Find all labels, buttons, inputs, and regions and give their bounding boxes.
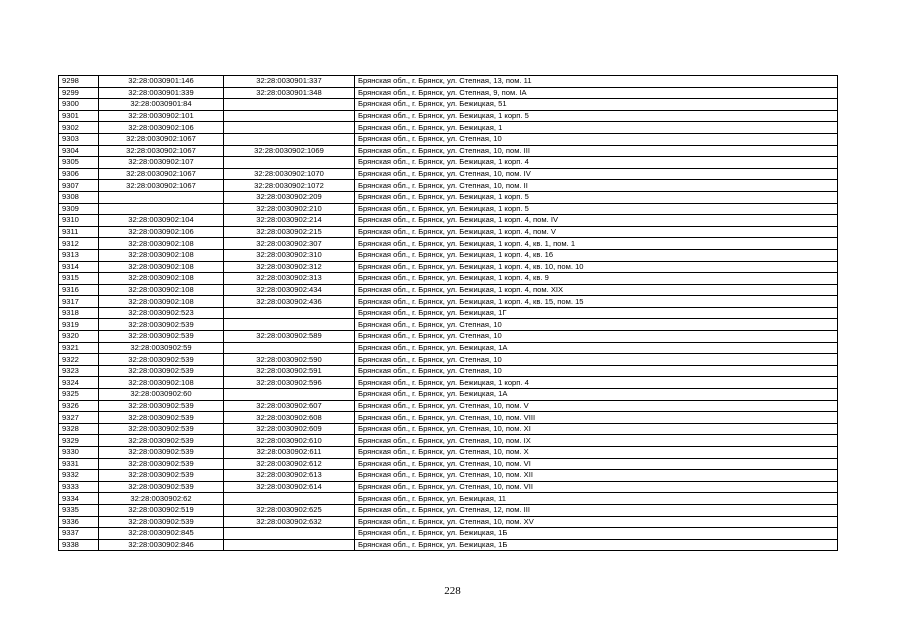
- registry-table: [58, 75, 838, 551]
- row-number-cell: 9337: [59, 528, 99, 540]
- row-number-cell: 9334: [59, 493, 99, 505]
- object-cadastral-number-cell: 32:28:0030901:348: [224, 87, 355, 99]
- cadastral-number-cell: 32:28:0030902:539: [99, 470, 224, 482]
- address-cell: Брянская обл., г. Брянск, ул. Степная, 10, пом. II: [355, 180, 838, 192]
- object-cadastral-number-cell: 32:28:0030902:310: [224, 249, 355, 261]
- table-row: [59, 516, 838, 528]
- cadastral-number-cell: 32:28:0030902:108: [99, 238, 224, 250]
- address-cell: Брянская обл., г. Брянск, ул. Бежицкая, 1А: [355, 342, 838, 354]
- object-cadastral-number-cell: 32:28:0030901:337: [224, 76, 355, 88]
- cadastral-number-cell: 32:28:0030902:539: [99, 516, 224, 528]
- cadastral-number-cell: 32:28:0030902:106: [99, 226, 224, 238]
- object-cadastral-number-cell: 32:28:0030902:625: [224, 504, 355, 516]
- cadastral-number-cell: 32:28:0030902:539: [99, 458, 224, 470]
- object-cadastral-number-cell: 32:28:0030902:608: [224, 412, 355, 424]
- cadastral-number-cell: 32:28:0030902:1067: [99, 133, 224, 145]
- row-number-cell: 9338: [59, 539, 99, 551]
- object-cadastral-number-cell: 32:28:0030902:614: [224, 481, 355, 493]
- cadastral-number-cell: 32:28:0030902:519: [99, 504, 224, 516]
- object-cadastral-number-cell: 32:28:0030902:1069: [224, 145, 355, 157]
- row-number-cell: 9308: [59, 191, 99, 203]
- address-cell: Брянская обл., г. Брянск, ул. Степная, 10, пом. IX: [355, 435, 838, 447]
- address-cell: Брянская обл., г. Брянск, ул. Степная, 10, пом. XII: [355, 470, 838, 482]
- table-row: [59, 470, 838, 482]
- cadastral-number-cell: 32:28:0030901:339: [99, 87, 224, 99]
- address-cell: Брянская обл., г. Брянск, ул. Бежицкая, 1 корп. 4, пом. XIX: [355, 284, 838, 296]
- object-cadastral-number-cell: 32:28:0030902:209: [224, 191, 355, 203]
- address-cell: Брянская обл., г. Брянск, ул. Степная, 10, пом. X: [355, 447, 838, 459]
- object-cadastral-number-cell: 32:28:0030902:215: [224, 226, 355, 238]
- address-cell: Брянская обл., г. Брянск, ул. Степная, 13, пом. 11: [355, 76, 838, 88]
- table-row: [59, 249, 838, 261]
- address-cell: Брянская обл., г. Брянск, ул. Бежицкая, 1 корп. 4, пом. IV: [355, 215, 838, 227]
- row-number-cell: 9303: [59, 133, 99, 145]
- object-cadastral-number-cell: [224, 319, 355, 331]
- cadastral-number-cell: 32:28:0030902:539: [99, 331, 224, 343]
- cadastral-number-cell: 32:28:0030902:539: [99, 319, 224, 331]
- row-number-cell: 9313: [59, 249, 99, 261]
- table-row: [59, 238, 838, 250]
- row-number-cell: 9315: [59, 273, 99, 285]
- cadastral-number-cell: 32:28:0030902:108: [99, 273, 224, 285]
- table-row: [59, 458, 838, 470]
- row-number-cell: 9304: [59, 145, 99, 157]
- address-cell: Брянская обл., г. Брянск, ул. Степная, 10, пом. VII: [355, 481, 838, 493]
- cadastral-number-cell: 32:28:0030902:107: [99, 157, 224, 169]
- cadastral-number-cell: [99, 191, 224, 203]
- address-cell: Брянская обл., г. Брянск, ул. Бежицкая, 1А: [355, 389, 838, 401]
- object-cadastral-number-cell: [224, 122, 355, 134]
- cadastral-number-cell: 32:28:0030901:146: [99, 76, 224, 88]
- cadastral-number-cell: 32:28:0030902:539: [99, 365, 224, 377]
- cadastral-number-cell: 32:28:0030902:108: [99, 249, 224, 261]
- row-number-cell: 9314: [59, 261, 99, 273]
- object-cadastral-number-cell: 32:28:0030902:610: [224, 435, 355, 447]
- address-cell: Брянская обл., г. Брянск, ул. Степная, 10: [355, 365, 838, 377]
- cadastral-number-cell: 32:28:0030902:539: [99, 423, 224, 435]
- address-cell: Брянская обл., г. Брянск, ул. Степная, 9, пом. IA: [355, 87, 838, 99]
- cadastral-number-cell: 32:28:0030902:62: [99, 493, 224, 505]
- cadastral-number-cell: 32:28:0030902:539: [99, 412, 224, 424]
- row-number-cell: 9318: [59, 307, 99, 319]
- cadastral-number-cell: [99, 203, 224, 215]
- cadastral-number-cell: 32:28:0030902:108: [99, 296, 224, 308]
- row-number-cell: 9299: [59, 87, 99, 99]
- row-number-cell: 9301: [59, 110, 99, 122]
- address-cell: Брянская обл., г. Брянск, ул. Степная, 10, пом. VI: [355, 458, 838, 470]
- table-row: [59, 539, 838, 551]
- cadastral-number-cell: 32:28:0030902:101: [99, 110, 224, 122]
- address-cell: Брянская обл., г. Брянск, ул. Бежицкая, 1 корп. 4: [355, 377, 838, 389]
- object-cadastral-number-cell: [224, 133, 355, 145]
- object-cadastral-number-cell: 32:28:0030902:590: [224, 354, 355, 366]
- address-cell: Брянская обл., г. Брянск, ул. Степная, 10, пом. XI: [355, 423, 838, 435]
- object-cadastral-number-cell: [224, 99, 355, 111]
- page-number: 228: [444, 585, 461, 597]
- table-row: [59, 157, 838, 169]
- cadastral-number-cell: 32:28:0030902:845: [99, 528, 224, 540]
- address-cell: Брянская обл., г. Брянск, ул. Бежицкая, 11: [355, 493, 838, 505]
- address-cell: Брянская обл., г. Брянск, ул. Бежицкая, 1Г: [355, 307, 838, 319]
- address-cell: Брянская обл., г. Брянск, ул. Степная, 10: [355, 354, 838, 366]
- object-cadastral-number-cell: 32:28:0030902:1072: [224, 180, 355, 192]
- address-cell: Брянская обл., г. Брянск, ул. Бежицкая, 1 корп. 4, кв. 1, пом. 1: [355, 238, 838, 250]
- table-row: [59, 481, 838, 493]
- table-row: [59, 400, 838, 412]
- address-cell: Брянская обл., г. Брянск, ул. Бежицкая, 1 корп. 5: [355, 110, 838, 122]
- cadastral-number-cell: 32:28:0030902:539: [99, 400, 224, 412]
- object-cadastral-number-cell: 32:28:0030902:612: [224, 458, 355, 470]
- address-cell: Брянская обл., г. Брянск, ул. Бежицкая, 1 корп. 4, пом. V: [355, 226, 838, 238]
- address-cell: Брянская обл., г. Брянск, ул. Степная, 10: [355, 319, 838, 331]
- row-number-cell: 9324: [59, 377, 99, 389]
- object-cadastral-number-cell: [224, 157, 355, 169]
- table-row: [59, 191, 838, 203]
- row-number-cell: 9306: [59, 168, 99, 180]
- object-cadastral-number-cell: [224, 493, 355, 505]
- row-number-cell: 9329: [59, 435, 99, 447]
- table-row: [59, 284, 838, 296]
- object-cadastral-number-cell: 32:28:0030902:436: [224, 296, 355, 308]
- table-row: [59, 261, 838, 273]
- table-row: [59, 133, 838, 145]
- row-number-cell: 9333: [59, 481, 99, 493]
- address-cell: Брянская обл., г. Брянск, ул. Степная, 10, пом. IV: [355, 168, 838, 180]
- row-number-cell: 9312: [59, 238, 99, 250]
- table-row: [59, 365, 838, 377]
- cadastral-number-cell: 32:28:0030902:1067: [99, 180, 224, 192]
- row-number-cell: 9331: [59, 458, 99, 470]
- table-row: [59, 122, 838, 134]
- cadastral-number-cell: 32:28:0030902:104: [99, 215, 224, 227]
- object-cadastral-number-cell: 32:28:0030902:632: [224, 516, 355, 528]
- row-number-cell: 9302: [59, 122, 99, 134]
- table-row: [59, 493, 838, 505]
- table-row: [59, 435, 838, 447]
- row-number-cell: 9332: [59, 470, 99, 482]
- row-number-cell: 9316: [59, 284, 99, 296]
- address-cell: Брянская обл., г. Брянск, ул. Бежицкая, 1 корп. 4, кв. 9: [355, 273, 838, 285]
- table-row: [59, 377, 838, 389]
- table-row: [59, 423, 838, 435]
- address-cell: Брянская обл., г. Брянск, ул. Степная, 10, пом. VIII: [355, 412, 838, 424]
- table-row: [59, 528, 838, 540]
- table-row: [59, 180, 838, 192]
- object-cadastral-number-cell: 32:28:0030902:1070: [224, 168, 355, 180]
- address-cell: Брянская обл., г. Брянск, ул. Степная, 10: [355, 331, 838, 343]
- row-number-cell: 9326: [59, 400, 99, 412]
- address-cell: Брянская обл., г. Брянск, ул. Бежицкая, 1 корп. 4: [355, 157, 838, 169]
- row-number-cell: 9323: [59, 365, 99, 377]
- row-number-cell: 9300: [59, 99, 99, 111]
- row-number-cell: 9305: [59, 157, 99, 169]
- row-number-cell: 9330: [59, 447, 99, 459]
- cadastral-number-cell: 32:28:0030902:846: [99, 539, 224, 551]
- cadastral-number-cell: 32:28:0030901:84: [99, 99, 224, 111]
- address-cell: Брянская обл., г. Брянск, ул. Степная, 10, пом. V: [355, 400, 838, 412]
- address-cell: Брянская обл., г. Брянск, ул. Бежицкая, 1Б: [355, 528, 838, 540]
- row-number-cell: 9319: [59, 319, 99, 331]
- cadastral-number-cell: 32:28:0030902:108: [99, 377, 224, 389]
- cadastral-number-cell: 32:28:0030902:539: [99, 354, 224, 366]
- row-number-cell: 9321: [59, 342, 99, 354]
- object-cadastral-number-cell: [224, 539, 355, 551]
- address-cell: Брянская обл., г. Брянск, ул. Бежицкая, 1 корп. 4, кв. 10, пом. 10: [355, 261, 838, 273]
- table-row: [59, 76, 838, 88]
- address-cell: Брянская обл., г. Брянск, ул. Бежицкая, 1 корп. 4, кв. 16: [355, 249, 838, 261]
- row-number-cell: 9335: [59, 504, 99, 516]
- cadastral-number-cell: 32:28:0030902:108: [99, 284, 224, 296]
- cadastral-number-cell: 32:28:0030902:1067: [99, 168, 224, 180]
- address-cell: Брянская обл., г. Брянск, ул. Бежицкая, 1: [355, 122, 838, 134]
- row-number-cell: 9307: [59, 180, 99, 192]
- table-row: [59, 296, 838, 308]
- object-cadastral-number-cell: [224, 307, 355, 319]
- cadastral-number-cell: 32:28:0030902:539: [99, 435, 224, 447]
- address-cell: Брянская обл., г. Брянск, ул. Бежицкая, 1 корп. 4, кв. 15, пом. 15: [355, 296, 838, 308]
- table-row: [59, 273, 838, 285]
- address-cell: Брянская обл., г. Брянск, ул. Бежицкая, 1 корп. 5: [355, 191, 838, 203]
- object-cadastral-number-cell: 32:28:0030902:596: [224, 377, 355, 389]
- object-cadastral-number-cell: [224, 528, 355, 540]
- table-row: [59, 389, 838, 401]
- row-number-cell: 9320: [59, 331, 99, 343]
- table-row: [59, 145, 838, 157]
- row-number-cell: 9298: [59, 76, 99, 88]
- table-row: [59, 203, 838, 215]
- object-cadastral-number-cell: 32:28:0030902:214: [224, 215, 355, 227]
- row-number-cell: 9311: [59, 226, 99, 238]
- object-cadastral-number-cell: 32:28:0030902:210: [224, 203, 355, 215]
- table-row: [59, 504, 838, 516]
- table-row: [59, 87, 838, 99]
- table-row: [59, 447, 838, 459]
- table-row: [59, 99, 838, 111]
- object-cadastral-number-cell: 32:28:0030902:591: [224, 365, 355, 377]
- table-row: [59, 331, 838, 343]
- table-row: [59, 342, 838, 354]
- address-cell: Брянская обл., г. Брянск, ул. Степная, 10, пом. XV: [355, 516, 838, 528]
- cadastral-number-cell: 32:28:0030902:539: [99, 447, 224, 459]
- object-cadastral-number-cell: [224, 389, 355, 401]
- cadastral-number-cell: 32:28:0030902:523: [99, 307, 224, 319]
- row-number-cell: 9336: [59, 516, 99, 528]
- object-cadastral-number-cell: [224, 342, 355, 354]
- object-cadastral-number-cell: 32:28:0030902:312: [224, 261, 355, 273]
- cadastral-number-cell: 32:28:0030902:60: [99, 389, 224, 401]
- row-number-cell: 9317: [59, 296, 99, 308]
- cadastral-number-cell: 32:28:0030902:59: [99, 342, 224, 354]
- cadastral-number-cell: 32:28:0030902:106: [99, 122, 224, 134]
- table-row: [59, 168, 838, 180]
- object-cadastral-number-cell: 32:28:0030902:609: [224, 423, 355, 435]
- address-cell: Брянская обл., г. Брянск, ул. Бежицкая, 51: [355, 99, 838, 111]
- table-row: [59, 354, 838, 366]
- row-number-cell: 9310: [59, 215, 99, 227]
- table-row: [59, 215, 838, 227]
- row-number-cell: 9328: [59, 423, 99, 435]
- object-cadastral-number-cell: [224, 110, 355, 122]
- row-number-cell: 9325: [59, 389, 99, 401]
- row-number-cell: 9309: [59, 203, 99, 215]
- address-cell: Брянская обл., г. Брянск, ул. Бежицкая, 1 корп. 5: [355, 203, 838, 215]
- table-row: [59, 110, 838, 122]
- address-cell: Брянская обл., г. Брянск, ул. Степная, 10: [355, 133, 838, 145]
- object-cadastral-number-cell: 32:28:0030902:313: [224, 273, 355, 285]
- address-cell: Брянская обл., г. Брянск, ул. Бежицкая, 1Б: [355, 539, 838, 551]
- address-cell: Брянская обл., г. Брянск, ул. Степная, 12, пом. III: [355, 504, 838, 516]
- cadastral-number-cell: 32:28:0030902:108: [99, 261, 224, 273]
- object-cadastral-number-cell: 32:28:0030902:434: [224, 284, 355, 296]
- object-cadastral-number-cell: 32:28:0030902:611: [224, 447, 355, 459]
- table-row: [59, 319, 838, 331]
- table-row: [59, 307, 838, 319]
- registry-table-body: [59, 76, 838, 551]
- table-row: [59, 412, 838, 424]
- table-row: [59, 226, 838, 238]
- cadastral-number-cell: 32:28:0030902:1067: [99, 145, 224, 157]
- object-cadastral-number-cell: 32:28:0030902:607: [224, 400, 355, 412]
- address-cell: Брянская обл., г. Брянск, ул. Степная, 10, пом. III: [355, 145, 838, 157]
- object-cadastral-number-cell: 32:28:0030902:589: [224, 331, 355, 343]
- cadastral-number-cell: 32:28:0030902:539: [99, 481, 224, 493]
- object-cadastral-number-cell: 32:28:0030902:307: [224, 238, 355, 250]
- object-cadastral-number-cell: 32:28:0030902:613: [224, 470, 355, 482]
- row-number-cell: 9327: [59, 412, 99, 424]
- row-number-cell: 9322: [59, 354, 99, 366]
